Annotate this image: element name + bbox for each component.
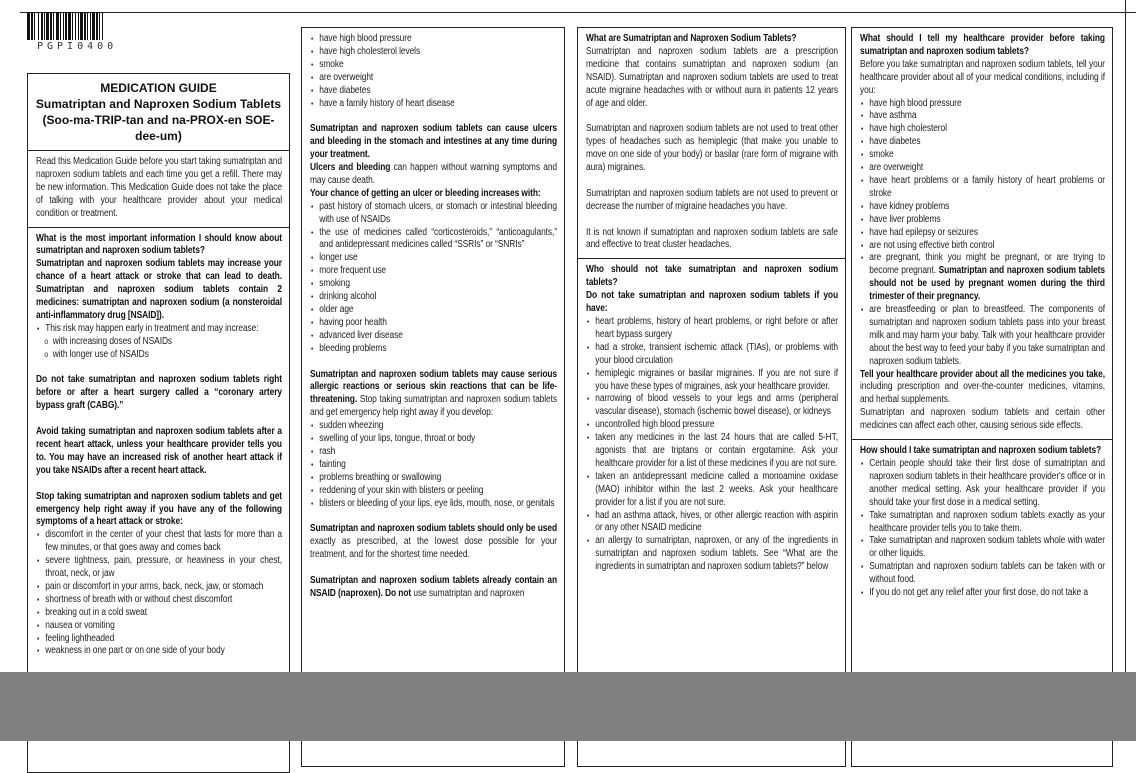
list-item — [310, 459, 557, 472]
guide-title: MEDICATION GUIDE — [100, 81, 217, 95]
list-item — [310, 472, 557, 485]
list-item — [860, 110, 1105, 123]
list-item — [860, 162, 1105, 175]
text: are breastfeeding or plan to breastfeed. The components of sumatriptan and naproxen sodium tablets pass into your breast milk and may harm your baby. Talk with your healthcare provider about the best way to feed your baby if you take sumatriptan and naproxen sodium tablets. — [869, 304, 1105, 367]
list-item — [860, 561, 1105, 587]
bullet-list — [310, 33, 557, 110]
list-item — [586, 510, 838, 536]
text: feeling lightheaded — [45, 632, 115, 644]
list-item — [36, 529, 282, 555]
drug-name: Sumatriptan and Naproxen Sodium Tablets — [35, 97, 282, 111]
list-item — [860, 98, 1105, 111]
list-item — [310, 265, 557, 278]
text: smoke — [319, 58, 344, 70]
bullet-list — [860, 98, 1105, 369]
bold-text: What should I tell my healthcare provider before taking sumatriptan and naproxen sodium tablets? — [860, 33, 1105, 57]
list-item — [310, 433, 557, 446]
text: smoke — [869, 149, 894, 161]
text: have asthma — [869, 110, 917, 122]
text: Take sumatriptan and naproxen sodium tablets whole with water or other liquids. — [869, 535, 1105, 560]
text: discomfort in the center of your chest that lasts for more than a few minutes, or that goes away and comes back — [45, 529, 282, 554]
bullet-list — [310, 201, 557, 356]
barcode-number: PGPI0400 — [37, 41, 118, 52]
list-item — [860, 175, 1105, 201]
list-item — [310, 46, 557, 59]
list-item — [36, 645, 282, 658]
text: bleeding problems — [319, 342, 387, 354]
bullet-list — [860, 458, 1105, 600]
paragraph — [586, 123, 838, 175]
list-item — [586, 419, 838, 432]
text: have high blood pressure — [869, 97, 962, 109]
paragraph — [860, 445, 1105, 458]
text: pain or discomfort in your arms, back, neck, jaw, or stomach — [45, 580, 264, 592]
section — [302, 28, 564, 607]
paragraph — [36, 233, 282, 259]
text: have had epilepsy or seizures — [869, 226, 978, 238]
list-item — [586, 316, 838, 342]
text: Certain people should take their first dose of sumatriptan and naproxen sodium tablets in their healthcare provider's office or in another medical setting. Ask your healthcare provider if you should take your first dose in a medical setting. — [869, 458, 1105, 508]
list-item — [310, 85, 557, 98]
text: Sumatriptan and naproxen sodium tablets are not used to prevent or decrease the number of migraine headaches you have. — [586, 187, 838, 212]
text: use sumatriptan and naproxen — [411, 587, 525, 599]
text: Read this Medication Guide before you start taking sumatriptan and naproxen sodium tablets and each time you get a refill. There may be new information. This Medication Guide does not take the place of talking with your healthcare provider about your medical condition or treatment. — [36, 156, 282, 219]
bold-text: Sumatriptan and naproxen sodium tablets may increase your chance of a heart attack or stroke that can lead to death. Sumatriptan and naproxen sodium tablets contain 2 medicines: sumatriptan and naproxen sodium (a nonsteroidal anti-inflammatory drug [NSAID]). — [36, 258, 282, 321]
list-item — [310, 498, 557, 511]
section-body — [860, 445, 1105, 600]
list-item — [860, 458, 1105, 510]
section — [28, 227, 289, 665]
list-item — [310, 227, 557, 253]
page-right-rule — [1125, 0, 1126, 741]
list-item — [310, 59, 557, 72]
text: are not using effective birth control — [869, 239, 995, 251]
pronunciation: (Soo-ma-TRIP-tan and na-PROX-en SOE-dee-um) — [42, 113, 275, 143]
list-item — [310, 446, 557, 459]
bold-text: Sumatriptan and naproxen sodium tablets already contain an NSAID (naproxen). Do not — [310, 575, 557, 599]
text: have high blood pressure — [319, 33, 412, 44]
text: with increasing doses of NSAIDs — [52, 335, 173, 347]
column-2 — [301, 27, 565, 767]
text: smoking — [319, 278, 350, 290]
section-body — [860, 33, 1105, 433]
section — [852, 28, 1112, 439]
list-item — [36, 607, 282, 620]
text: Before you take sumatriptan and naproxen sodium tablets, tell your healthcare provider about all of your medical conditions, including if you: — [860, 58, 1105, 96]
text: blisters or bleeding of your lips, eye lids, mouth, nose, or genitals — [319, 497, 555, 509]
text: have liver problems — [869, 213, 941, 225]
list-item — [586, 393, 838, 419]
list-item — [310, 98, 557, 111]
text: heart problems, history of heart problems, or right before or after heart bypass surgery — [595, 315, 838, 340]
paragraph — [310, 188, 557, 201]
bold-text: Who should not take sumatriptan and naproxen sodium tablets? — [586, 264, 838, 289]
list-item — [860, 149, 1105, 162]
list-item — [310, 317, 557, 330]
bullet-list — [310, 420, 557, 510]
bullet-list — [36, 323, 282, 362]
text: This risk may happen early in treatment and may increase: — [45, 322, 259, 334]
paragraph — [310, 575, 557, 601]
paragraph — [860, 33, 1105, 59]
text: have high cholesterol — [869, 123, 947, 135]
list-item — [860, 240, 1105, 253]
list-item — [586, 432, 838, 471]
text: narrowing of blood vessels to your legs and arms (peripheral vascular disease), stomach (ischemic bowel disease), or kidneys — [595, 393, 838, 418]
text: the use of medicines called “corticosteroids,” “anticoagulants,” and antidepressant medicines called “SSRIs” or “SNRIs” — [319, 226, 557, 251]
paragraph — [310, 523, 557, 562]
list-item — [310, 330, 557, 343]
text: hemiplegic migraines or basilar migraines. If you are not sure if you have these types of migraines, ask your healthcare provider. — [595, 367, 838, 392]
paragraph — [586, 46, 838, 111]
text: having poor health — [319, 316, 387, 328]
text: Take sumatriptan and naproxen sodium tablets exactly as your healthcare provider tells you to take them. — [869, 509, 1105, 534]
text: have heart problems or a family history of heart problems or stroke — [869, 174, 1105, 199]
paragraph — [586, 33, 838, 46]
section — [578, 28, 845, 258]
text: Sumatriptan and naproxen sodium tablets are a prescription medicine that contains sumatriptan and naproxen sodium (an NSAID). Sumatriptan and naproxen sodium tablets are used to treat acute migraine headaches with or without aura in patients 12 years of age and older. — [586, 45, 838, 109]
list-item — [310, 420, 557, 433]
paragraph — [860, 407, 1105, 433]
bold-text: Ulcers and bleeding — [310, 162, 391, 174]
list-item — [586, 535, 838, 574]
text: Sumatriptan and naproxen sodium tablets can be taken with or without food. — [869, 561, 1105, 586]
text: had a stroke, transient ischemic attack (TIAs), or problems with your blood circulation — [595, 341, 838, 366]
text: advanced liver disease — [319, 329, 403, 341]
section-body — [310, 33, 557, 601]
list-item — [310, 278, 557, 291]
text: sudden wheezing — [319, 420, 384, 432]
text: Sumatriptan and naproxen sodium tablets and certain other medicines can affect each other, causing serious side effects. — [860, 407, 1105, 432]
list-item — [310, 485, 557, 498]
bold-text: Sumatriptan and naproxen sodium tablets should only be used — [310, 523, 557, 535]
text: If you do not get any relief after your first dose, do not take a — [869, 587, 1088, 599]
list-item — [36, 633, 282, 646]
text: Sumatriptan and naproxen sodium tablets are not used to treat other types of headaches such as hemiplegic (that make you unable to move on one side of your body) or basilar (rare form of migraine with aura) migraines. — [586, 123, 838, 174]
list-item — [860, 587, 1105, 600]
page-top-rule — [20, 12, 1136, 13]
text: nausea or vomiting — [45, 619, 115, 631]
bullet-list — [36, 529, 282, 658]
text: more frequent use — [319, 265, 386, 277]
list-item — [860, 252, 1105, 304]
list-item — [310, 343, 557, 356]
bold-text: Sumatriptan and naproxen sodium tablets may cause serious allergic reactions or serious skin reactions that can be life-threatening. — [310, 368, 557, 406]
paragraph — [310, 162, 557, 188]
paragraph — [36, 156, 282, 221]
text: shortness of breath with or without chest discomfort — [45, 593, 233, 605]
text: have kidney problems — [869, 200, 950, 212]
paragraph — [310, 369, 557, 421]
paragraph — [586, 290, 838, 316]
text: past history of stomach ulcers, or stomach or intestinal bleeding with use of NSAIDs — [319, 200, 557, 225]
list-item — [36, 594, 282, 607]
section — [852, 439, 1112, 606]
text: have a family history of heart disease — [319, 97, 455, 109]
paragraph — [860, 369, 1105, 408]
section-body — [36, 233, 282, 659]
list-item — [36, 581, 282, 594]
column-1 — [27, 73, 290, 773]
barcode-image — [27, 12, 127, 40]
text: exactly as prescribed, at the lowest dose possible for your treatment, and for the shortest time needed. — [310, 536, 557, 561]
text: can happen without warning symptoms and may cause death. — [310, 162, 557, 186]
text: fainting — [319, 458, 346, 470]
text: taken an antidepressant medicine called a monoamine oxidase (MAO) inhibitor within the last 2 weeks. Ask your healthcare provider for a list if you are not sure. — [595, 470, 838, 508]
list-item — [860, 535, 1105, 561]
paragraph — [36, 491, 282, 530]
bold-text: What is the most important information I should know about sumatriptan and naproxen sodium tablets? — [36, 232, 282, 257]
text: taken any medicines in the last 24 hours that are called 5-HT, agonists that are triptans or contain ergotamine. Ask your healthcare provider for a list of these medicines if you are not sure. — [595, 432, 838, 469]
text: are pregnant, think you might be pregnant, or are trying to become pregnant. — [869, 252, 1105, 277]
text: uncontrolled high blood pressure — [595, 419, 715, 431]
paragraph — [310, 123, 557, 162]
text: weakness in one part or on one side of your body — [45, 645, 225, 657]
list-item — [860, 227, 1105, 240]
bold-text: Do not take sumatriptan and naproxen sodium tablets if you have: — [586, 290, 838, 315]
paragraph — [36, 258, 282, 323]
text: have diabetes — [869, 136, 921, 148]
column-4 — [851, 27, 1113, 767]
section — [28, 150, 289, 227]
medication-guide-header — [28, 74, 289, 150]
list-item — [860, 201, 1105, 214]
text: Stop taking sumatriptan and naproxen sodium tablets and get emergency help right away if you develop: — [310, 394, 557, 419]
list-item — [310, 72, 557, 85]
list-item — [586, 368, 838, 394]
list-item — [860, 136, 1105, 149]
gray-overlay-block — [704, 672, 1136, 692]
section — [578, 258, 845, 580]
list-item — [36, 620, 282, 633]
text: are overweight — [319, 71, 374, 83]
text: are overweight — [869, 162, 924, 174]
list-item — [860, 214, 1105, 227]
section-body — [586, 33, 838, 252]
paragraph — [860, 59, 1105, 98]
list-item — [310, 252, 557, 265]
list-item — [310, 304, 557, 317]
paragraph — [586, 227, 838, 253]
list-item — [586, 342, 838, 368]
text: have high cholesterol levels — [319, 45, 421, 57]
bold-text: Sumatriptan and naproxen sodium tablets should not be used by pregnant women during the third trimester of their pregnancy. — [869, 265, 1105, 303]
text: an allergy to sumatriptan, naproxen, or any of the ingredients in sumatriptan and naproxen sodium tablets. See “What are the ingredients in sumatriptan and naproxen sodium tablets?” below — [595, 535, 838, 573]
section-body — [36, 156, 282, 221]
text: rash — [319, 445, 336, 457]
bold-text: Avoid taking sumatriptan and naproxen sodium tablets after a recent heart attack, unless your healthcare provider tells you to. You may have an increased risk of another heart attack if you take NSAIDs after a recent heart attack. — [36, 426, 282, 476]
text: longer use — [319, 252, 358, 264]
text: swelling of your lips, tongue, throat or body — [319, 433, 476, 445]
bold-text: How should I take sumatriptan and naproxen sodium tablets? — [860, 445, 1102, 457]
list-item — [310, 33, 557, 46]
text: with longer use of NSAIDs — [52, 348, 149, 360]
text: breaking out in a cold sweat — [45, 606, 148, 618]
list-item — [310, 201, 557, 227]
text: had an asthma attack, hives, or other allergic reaction with aspirin or any other NSAID medicine — [595, 509, 838, 534]
bold-text: Do not take sumatriptan and naproxen sodium tablets right before or after a heart surgery called a “coronary artery bypass graft (CABG).” — [36, 374, 282, 412]
list-item — [36, 323, 282, 336]
text: have diabetes — [319, 84, 371, 96]
bold-text: Sumatriptan and naproxen sodium tablets can cause ulcers and bleeding in the stomach and intestines at any time during your treatment. — [310, 123, 557, 161]
bold-text: Your chance of getting an ulcer or bleeding increases with: — [310, 187, 541, 199]
text: reddening of your skin with blisters or peeling — [319, 484, 484, 496]
text: severe tightness, pain, pressure, or heaviness in your chest, throat, neck, or jaw — [45, 555, 282, 580]
bold-text: Stop taking sumatriptan and naproxen sodium tablets and get emergency help right away if you have any of the following symptoms of a heart attack or stroke: — [36, 490, 282, 528]
list-item — [36, 555, 282, 581]
column-3 — [577, 27, 846, 767]
text: drinking alcohol — [319, 291, 377, 303]
list-item — [586, 471, 838, 510]
list-item — [860, 304, 1105, 369]
bold-text: Tell your healthcare provider about all the medicines you take, — [860, 368, 1105, 380]
list-item — [860, 510, 1105, 536]
list-item — [36, 349, 282, 362]
text: including prescription and over-the-counter medicines, vitamins, and herbal supplements. — [860, 381, 1105, 406]
text: It is not known if sumatriptan and naproxen sodium tablets are safe and effective to treat cluster headaches. — [586, 226, 838, 251]
paragraph — [36, 374, 282, 413]
list-item — [310, 291, 557, 304]
bold-text: What are Sumatriptan and Naproxen Sodium Tablets? — [586, 33, 797, 44]
paragraph — [586, 264, 838, 290]
paragraph — [36, 426, 282, 478]
list-item — [860, 123, 1105, 136]
paragraph — [586, 188, 838, 214]
text: problems breathing or swallowing — [319, 471, 442, 483]
bullet-list — [586, 316, 838, 574]
list-item — [36, 336, 282, 349]
section-body — [586, 264, 838, 574]
text: older age — [319, 304, 354, 316]
